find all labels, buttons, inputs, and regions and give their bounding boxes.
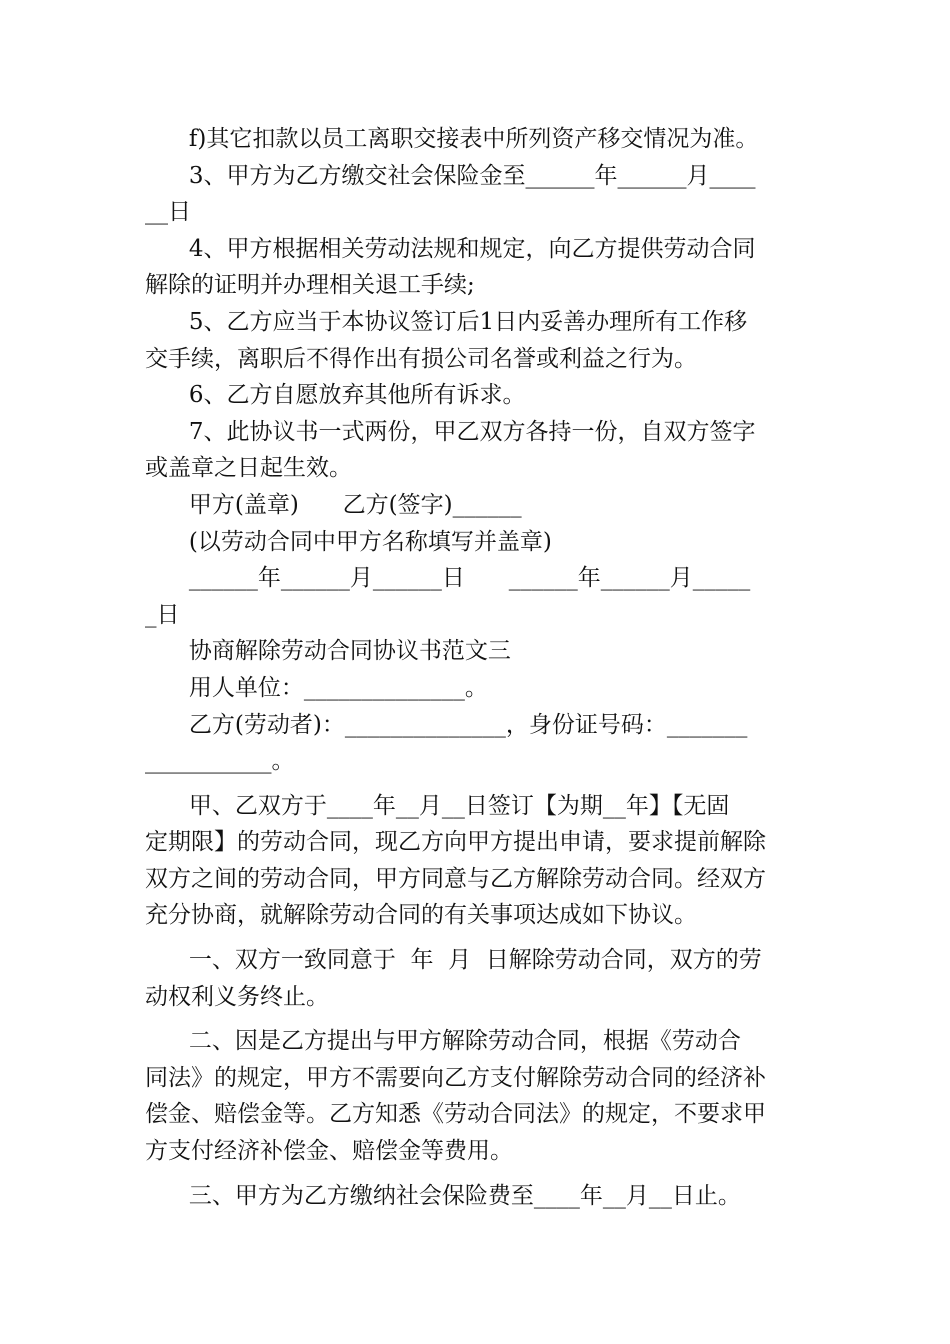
text-line: f)其它扣款以员工离职交接表中所列资产移交情况为准。 <box>145 126 759 152</box>
paragraph-employer <box>145 670 805 707</box>
text-line: 偿金、赔偿金等。乙方知悉《劳动合同法》的规定，不要求甲 <box>145 1101 766 1128</box>
paragraph-item-f <box>145 121 805 158</box>
text-line: 三、甲方为乙方缴纳社会保险费至____年__月__日止。 <box>145 1182 741 1209</box>
text-line: 一、双方一致同意于 年 月 日解除劳动合同，双方的劳 <box>145 947 762 974</box>
paragraph-sample-title <box>145 633 805 670</box>
paragraph-clause-5 <box>145 304 805 377</box>
paragraph-clause-4 <box>145 231 805 304</box>
text-line: (以劳动合同中甲方名称填写并盖章) <box>145 528 552 555</box>
text-line: 4、甲方根据相关劳动法规和规定，向乙方提供劳动合同 <box>145 235 756 262</box>
paragraph-gap <box>145 780 805 788</box>
text-line: 甲方(盖章) 乙方(签字)______ <box>145 491 522 518</box>
text-line: 动权利义务终止。 <box>145 983 329 1010</box>
text-line: 充分协商，就解除劳动合同的有关事项达成如下协议。 <box>145 902 697 929</box>
text-line: 双方之间的劳动合同，甲方同意与乙方解除劳动合同。经双方 <box>145 865 766 892</box>
paragraph-gap <box>145 1015 805 1023</box>
paragraph-clause-7 <box>145 414 805 487</box>
paragraph-article-2 <box>145 1023 805 1169</box>
paragraph-clause-6 <box>145 377 805 414</box>
text-line: 甲、乙双方于____年__月__日签订【为期__年】【无固 <box>145 792 730 819</box>
text-line: 解除的证明并办理相关退工手续; <box>145 272 475 299</box>
text-line: _日 <box>145 601 180 628</box>
text-line: 用人单位：______________。 <box>145 674 488 701</box>
paragraph-employee <box>145 707 805 780</box>
paragraph-article-1 <box>145 942 805 1015</box>
paragraph-signature <box>145 487 805 524</box>
text-line: 协商解除劳动合同协议书范文三 <box>145 638 511 665</box>
text-line: 乙方(劳动者)：______________，身份证号码：_______ <box>145 711 748 738</box>
text-line: 或盖章之日起生效。 <box>145 455 352 482</box>
text-line: 同法》的规定，甲方不需要向乙方支付解除劳动合同的经济补 <box>145 1064 766 1091</box>
text-line: 方支付经济补偿金、赔偿金等费用。 <box>145 1138 513 1165</box>
text-line: 交手续，离职后不得作出有损公司名誉或利益之行为。 <box>145 345 697 372</box>
paragraph-signature-dates <box>145 560 805 633</box>
text-line: 定期限】的劳动合同，现乙方向甲方提出申请，要求提前解除 <box>145 829 766 856</box>
paragraph-article-3 <box>145 1178 805 1215</box>
paragraph-gap <box>145 1170 805 1178</box>
document-page <box>145 121 805 1214</box>
text-line: 5、乙方应当于本协议签订后1日内妥善办理所有工作移 <box>145 308 748 335</box>
text-line: __日 <box>145 199 191 226</box>
paragraph-clause-3 <box>145 158 805 231</box>
paragraph-signature-note <box>145 524 805 561</box>
text-line: ______年______月______日 ______年______月_____ <box>145 565 751 592</box>
text-line: 二、因是乙方提出与甲方解除劳动合同，根据《劳动合 <box>145 1028 741 1055</box>
text-line: ___________。 <box>145 748 295 775</box>
paragraph-preamble <box>145 788 805 934</box>
text-line: 3、甲方为乙方缴交社会保险金至______年______月____ <box>145 162 756 189</box>
text-line: 7、此协议书一式两份，甲乙双方各持一份，自双方签字 <box>145 418 756 445</box>
text-line: 6、乙方自愿放弃其他所有诉求。 <box>145 382 526 409</box>
paragraph-gap <box>145 934 805 942</box>
